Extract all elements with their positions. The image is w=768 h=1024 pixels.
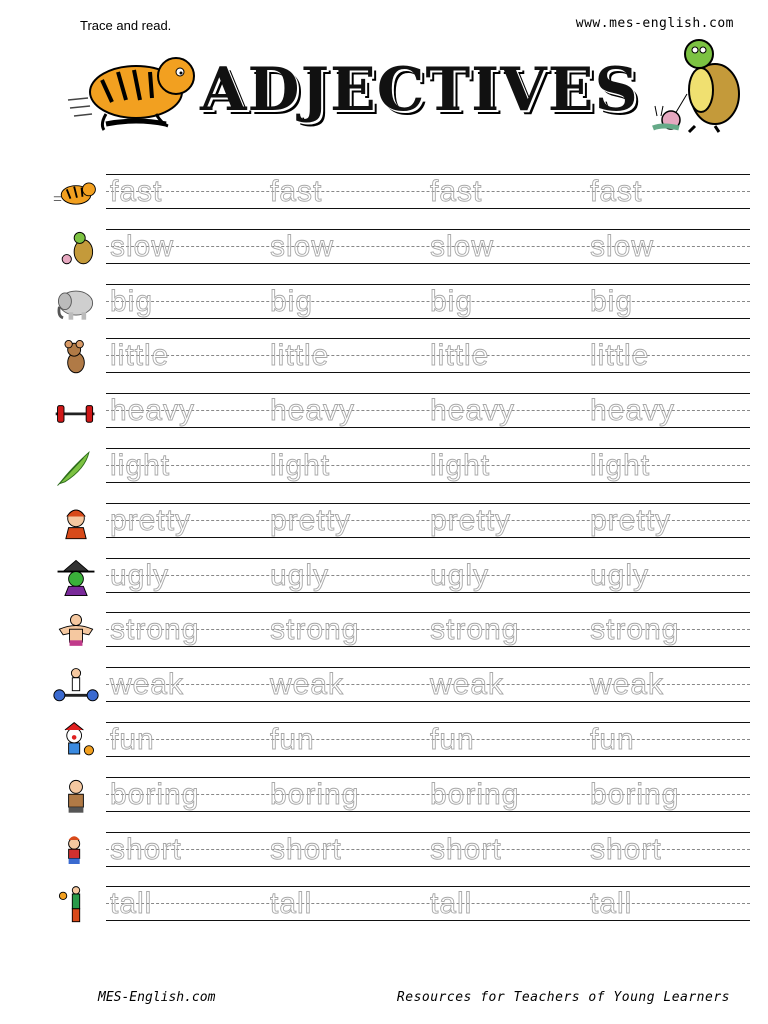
trace-word[interactable]: fun	[270, 722, 315, 756]
trace-word[interactable]: slow	[590, 229, 655, 263]
trace-word[interactable]: boring	[270, 777, 360, 811]
trace-word[interactable]: boring	[430, 777, 520, 811]
instruction-text: Trace and read.	[80, 18, 172, 33]
worksheet-row-weak	[50, 661, 750, 716]
trace-word[interactable]: tall	[430, 887, 473, 921]
weak-lifter-icon	[52, 667, 100, 707]
turtle-snail-icon	[645, 36, 745, 136]
trace-word[interactable]: fast	[430, 175, 483, 208]
trace-word[interactable]: ugly	[270, 558, 330, 592]
trace-word[interactable]: heavy	[110, 394, 196, 428]
worksheet-row-strong	[50, 606, 750, 661]
barbell-icon	[52, 393, 100, 433]
trace-words	[110, 830, 750, 870]
trace-words	[110, 610, 750, 650]
mouse-icon	[52, 338, 100, 378]
trace-word[interactable]: heavy	[430, 394, 516, 428]
worksheet-row-tall	[50, 880, 750, 935]
trace-word[interactable]: boring	[110, 777, 200, 811]
trace-word[interactable]: tall	[270, 887, 313, 921]
trace-word[interactable]: tall	[590, 887, 633, 921]
short-man-icon	[52, 832, 100, 872]
worksheet-row-fun	[50, 716, 750, 771]
trace-word[interactable]: weak	[590, 668, 665, 702]
trace-word[interactable]: heavy	[270, 394, 356, 428]
pretty-woman-icon	[52, 503, 100, 543]
trace-word[interactable]: weak	[270, 668, 345, 702]
trace-word[interactable]: little	[430, 339, 490, 373]
strongman-icon	[52, 612, 100, 652]
trace-word[interactable]: strong	[270, 613, 360, 647]
worksheet-row-ugly	[50, 552, 750, 607]
turtle-snail-icon	[52, 229, 100, 269]
worksheet-row-light	[50, 442, 750, 497]
trace-words	[110, 227, 750, 267]
worksheet-row-heavy	[50, 387, 750, 442]
trace-word[interactable]: fast	[110, 175, 163, 208]
trace-word[interactable]: pretty	[430, 503, 512, 537]
trace-word[interactable]: strong	[590, 613, 680, 647]
trace-word[interactable]: pretty	[270, 503, 352, 537]
trace-words	[110, 884, 750, 924]
trace-word[interactable]: fun	[110, 722, 155, 756]
trace-words	[110, 556, 750, 596]
witch-icon	[52, 558, 100, 598]
worksheet-row-big	[50, 278, 750, 333]
trace-word[interactable]: big	[590, 284, 634, 318]
worksheet-row-slow	[50, 223, 750, 278]
worksheet-row-fast	[50, 168, 750, 223]
worksheet-row-short	[50, 826, 750, 881]
trace-word[interactable]: little	[270, 339, 330, 373]
tall-man-icon	[52, 886, 100, 926]
page-title: ADJECTIVES	[200, 55, 639, 125]
trace-words	[110, 501, 750, 541]
trace-words	[110, 172, 750, 212]
trace-word[interactable]: tall	[110, 887, 153, 921]
clown-icon	[52, 722, 100, 762]
footer-brand: MES-English.com	[98, 990, 216, 1005]
trace-word[interactable]: pretty	[590, 503, 672, 537]
trace-word[interactable]: weak	[430, 668, 505, 702]
trace-word[interactable]: little	[590, 339, 650, 373]
trace-word[interactable]: slow	[270, 229, 335, 263]
trace-word[interactable]: weak	[110, 668, 185, 702]
site-url: www.mes-english.com	[575, 16, 734, 31]
trace-word[interactable]: short	[590, 832, 662, 866]
trace-words	[110, 282, 750, 322]
trace-word[interactable]: light	[110, 448, 171, 482]
trace-word[interactable]: boring	[590, 777, 680, 811]
footer-tagline: Resources for Teachers of Young Learners	[396, 990, 730, 1005]
worksheet-row-boring	[50, 771, 750, 826]
trace-word[interactable]: big	[270, 284, 314, 318]
trace-words	[110, 720, 750, 760]
trace-word[interactable]: short	[110, 832, 182, 866]
feather-icon	[52, 448, 100, 488]
trace-word[interactable]: short	[270, 832, 342, 866]
trace-words	[110, 446, 750, 486]
trace-word[interactable]: strong	[110, 613, 200, 647]
trace-word[interactable]: short	[430, 832, 502, 866]
trace-word[interactable]: ugly	[430, 558, 490, 592]
trace-word[interactable]: ugly	[590, 558, 650, 592]
trace-words	[110, 665, 750, 705]
trace-word[interactable]: little	[110, 339, 170, 373]
trace-word[interactable]: big	[430, 284, 474, 318]
tiger-icon	[66, 42, 206, 134]
trace-word[interactable]: heavy	[590, 394, 676, 428]
trace-words	[110, 336, 750, 376]
trace-word[interactable]: light	[430, 448, 491, 482]
bored-man-icon	[52, 777, 100, 817]
worksheet-row-little	[50, 332, 750, 387]
trace-word[interactable]: pretty	[110, 503, 192, 537]
elephant-icon	[52, 284, 100, 324]
trace-words	[110, 391, 750, 431]
trace-word[interactable]: light	[590, 448, 651, 482]
trace-word[interactable]: fun	[590, 722, 635, 756]
trace-word[interactable]: strong	[430, 613, 520, 647]
trace-word[interactable]: ugly	[110, 558, 170, 592]
trace-word[interactable]: slow	[110, 229, 175, 263]
trace-words	[110, 775, 750, 815]
tracing-worksheet	[50, 168, 750, 935]
trace-word[interactable]: slow	[430, 229, 495, 263]
worksheet-row-pretty	[50, 497, 750, 552]
trace-word[interactable]: big	[110, 284, 154, 318]
trace-word[interactable]: fun	[430, 722, 475, 756]
trace-word[interactable]: fast	[590, 175, 643, 208]
trace-word[interactable]: fast	[270, 175, 323, 208]
trace-word[interactable]: light	[270, 448, 331, 482]
tiger-icon	[52, 174, 100, 214]
